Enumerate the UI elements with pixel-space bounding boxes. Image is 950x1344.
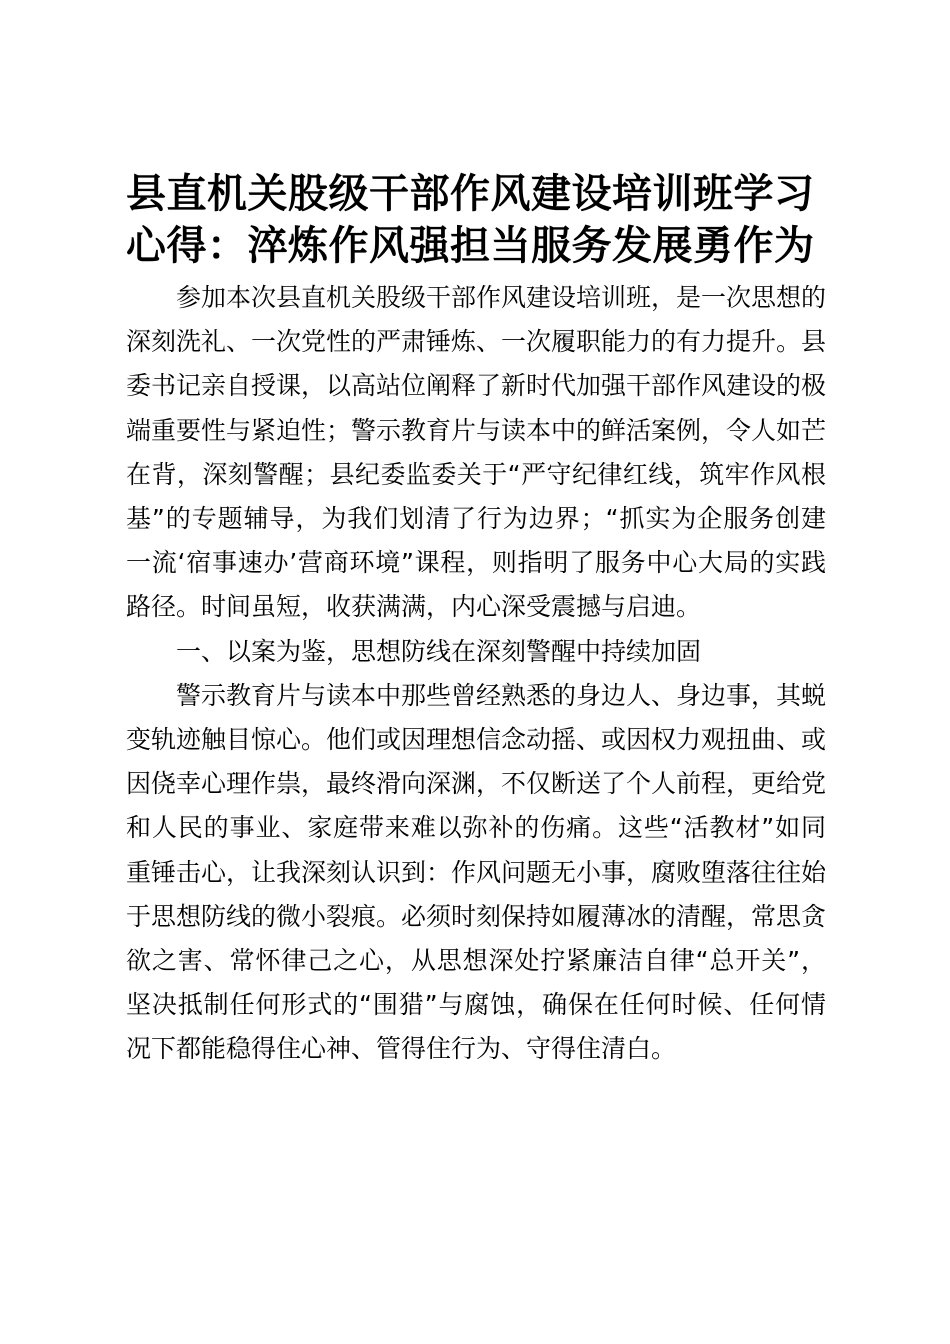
document-body <box>126 276 826 1072</box>
document-title: 县直机关股级干部作风建设培训班学习心得：淬炼作风强担当服务发展勇作为 <box>126 171 815 269</box>
section-heading-1: 一、以案为鉴，思想防线在深刻警醒中持续加固 <box>176 636 702 666</box>
intro-paragraph: 参加本次县直机关股级干部作风建设培训班，是一次思想的深刻洗礼、一次党性的严肃锤炼、一次履职能力的有力提升。县委书记亲自授课，以高站位阐释了新时代加强干部作风建设的极端重要性与紧迫性；警示教育片与读本中的鲜活案例，令人如芒在背，深刻警醒；县纪委监委关于“严守纪律红线，筑牢作风根基”的专题辅导，为我们划清了行为边界；“抓实为企服务创建一流‘宿事速办’营商环境”课程，则指明了服务中心大局的实践路径。时间虽短，收获满满，内心深受震撼与启迪。 <box>126 283 827 622</box>
section-paragraph-1: 警示教育片与读本中那些曾经熟悉的身边人、身边事，其蜕变轨迹触目惊心。他们或因理想信念动摇、或因权力观扭曲、或因侥幸心理作祟，最终滑向深渊，不仅断送了个人前程，更给党和人民的事业、家庭带来难以弥补的伤痛。这些“活教材”如同重锤击心，让我深刻认识到：作风问题无小事，腐败堕落往往始于思想防线的微小裂痕。必须时刻保持如履薄冰的清醒，常思贪欲之害、常怀律己之心，从思想深处拧紧廉洁自律“总开关”，坚决抵制任何形式的“围猎”与腐蚀，确保在任何时候、任何情况下都能稳得住心神、管得住行为、守得住清白。 <box>126 680 827 1064</box>
